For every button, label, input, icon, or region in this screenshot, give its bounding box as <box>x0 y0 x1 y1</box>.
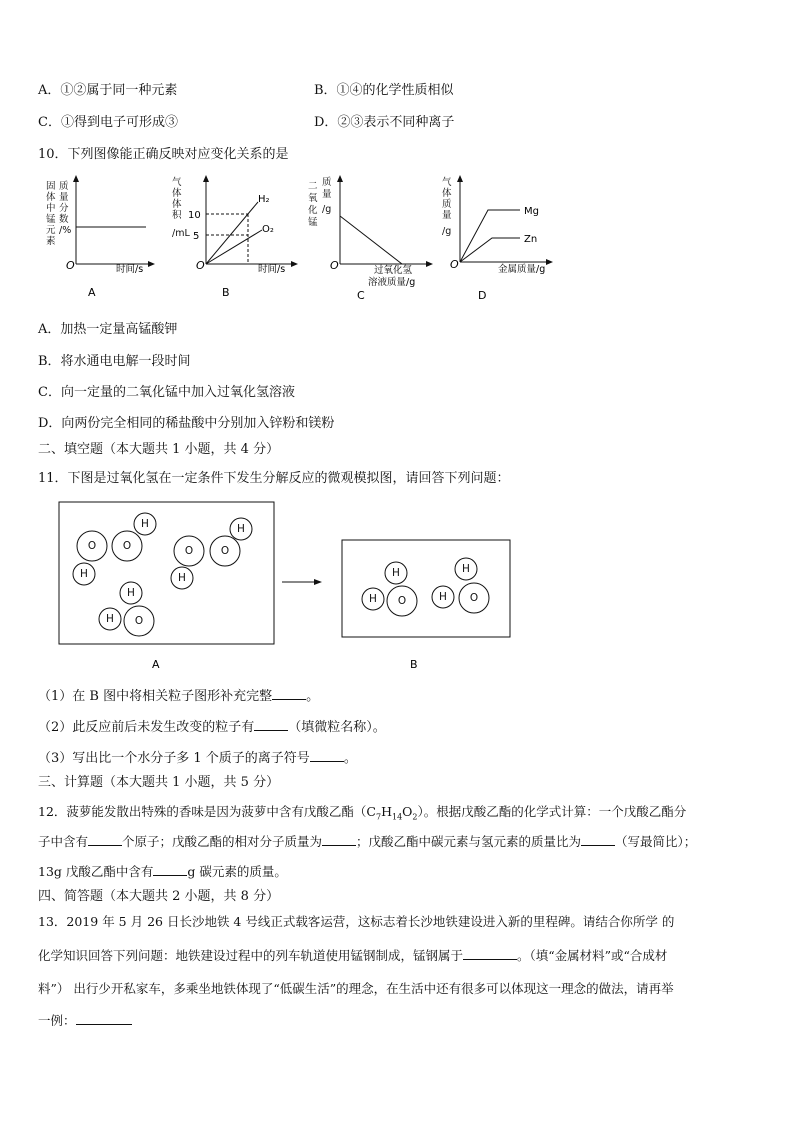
section-3-heading: 三、计算题（本大题共 1 小题，共 5 分） <box>38 775 280 790</box>
graph-c <box>302 172 442 302</box>
graph-d-ylabel-4: /g <box>442 226 452 237</box>
graph-a-ylabel2-4: /% <box>59 225 72 236</box>
h-label: H <box>392 567 400 579</box>
section-2-heading: 二、填空题（本大题共 1 小题，共 4 分） <box>38 442 280 457</box>
o-label: O <box>184 545 194 557</box>
graph-a-ylabel-0: 固 <box>46 181 56 192</box>
answer-blank[interactable] <box>76 1012 132 1025</box>
o-label: O <box>469 592 479 604</box>
graph-b-xlabel: 时间/s <box>258 264 286 275</box>
graph-a-ylabel2-1: 量 <box>59 192 69 203</box>
o-label: O <box>122 540 132 552</box>
graph-a-ylabel-5: 素 <box>46 236 56 247</box>
o-label: O <box>220 545 230 557</box>
graph-b-ylabel-3: 积 <box>172 210 182 221</box>
graph-d-origin: O <box>450 258 459 271</box>
h-label: H <box>127 587 135 599</box>
graph-d-label-zn: Zn <box>524 234 538 245</box>
h-label: H <box>106 613 114 625</box>
graph-a-ylabel-1: 体 <box>46 192 56 203</box>
q12-line2: 子中含有 个原子；戊酸乙酯的相对分子质量为 ；戊酸乙酯中碳元素与氢元素的质量比为 （写最简比）； <box>38 834 697 849</box>
answer-blank[interactable] <box>310 749 344 762</box>
h-label: H <box>141 518 149 530</box>
graph-a-ylabel-3: 锰 <box>46 214 56 225</box>
q13-line3: 料”） 出行少开私家车，多乘坐地铁体现了“低碳生活”的理念，在生活中还有很多可以体现这一理念的做法，请再举 <box>38 981 674 996</box>
answer-blank[interactable] <box>272 687 306 700</box>
answer-blank[interactable] <box>322 833 356 846</box>
graph-d-line-zn <box>460 238 520 262</box>
graph-c-line <box>340 216 402 264</box>
caption-a: A <box>152 658 160 671</box>
graph-b-label-o2: O₂ <box>262 224 274 235</box>
graph-c-ylabel-1: 氧 <box>308 193 318 204</box>
graph-a-ylabel2-0: 质 <box>59 181 69 192</box>
graph-a-ylabel2-2: 分 <box>59 203 69 214</box>
o-label: O <box>87 540 97 552</box>
graph-b-origin: O <box>196 259 205 272</box>
graph-c-ylabel2-1: 量 <box>322 189 332 200</box>
q13-line1: 13．2019 年 5 月 26 日长沙地铁 4 号线正式载客运营，这标志着长沙地铁建设进入新的里程碑。请结合你所学 的 <box>38 914 675 929</box>
graph-b-x-arrow <box>291 261 298 267</box>
graph-b-ylabel-1: 体 <box>172 188 182 199</box>
graph-b-tick-10: 10 <box>188 210 201 221</box>
graph-d-xlabel: 金属质量/g <box>498 264 546 275</box>
graph-a-y-arrow <box>73 175 79 182</box>
reaction-arrowhead <box>314 579 322 585</box>
q12-line1: 12．菠萝能发散出特殊的香味是因为菠萝中含有戊酸乙酯$(C_7H_{14}O_2)$。根据戊酸乙酯的化学式计算：一个戊酸乙酯分 <box>38 804 687 822</box>
q9-option-c: C．①得到电子可形成③ <box>38 115 178 130</box>
q10-option-a: A．加热一定量高锰酸钾 <box>38 322 178 337</box>
o-label: O <box>134 615 144 627</box>
q10-option-c: C．向一定量的二氧化锰中加入过氧化氢溶液 <box>38 385 295 400</box>
answer-blank[interactable] <box>88 833 122 846</box>
o-label: O <box>397 595 407 607</box>
graph-b-ylabel-2: 体 <box>172 199 182 210</box>
section-4-heading: 四、简答题（本大题共 2 小题，共 8 分） <box>38 889 280 904</box>
graph-b-label-h2: H₂ <box>258 194 270 205</box>
graph-c-origin: O <box>330 259 339 272</box>
q11-sub2: （2）此反应前后未发生改变的粒子有 （填微粒名称）。 <box>38 720 386 735</box>
graph-b-y-arrow <box>203 175 209 182</box>
graph-a-ylabel-2: 中 <box>46 203 56 214</box>
q9-option-d: D．②③表示不同种离子 <box>314 115 455 130</box>
graph-d-label-mg: Mg <box>524 206 539 217</box>
graph-a <box>40 172 160 302</box>
graph-b-tick-5: 5 <box>193 231 200 242</box>
graph-c-ylabel-0: 二 <box>308 181 318 192</box>
graph-d-caption: D <box>478 289 487 302</box>
q10-option-d: D．向两份完全相同的稀盐酸中分别加入锌粉和镁粉 <box>38 416 335 431</box>
q10-stem: 10．下列图像能正确反映对应变化关系的是 <box>38 147 289 162</box>
graph-b-ylabel-4: /mL <box>172 228 190 239</box>
answer-blank[interactable] <box>153 863 187 876</box>
h-label: H <box>178 572 186 584</box>
graph-c-xlabel: 过氧化氢 <box>374 265 413 276</box>
graph-d-x-arrow <box>546 259 553 265</box>
q13-line4: 一例： <box>38 1012 132 1030</box>
graph-b-line-h2 <box>206 202 258 264</box>
graph-c-ylabel-3: 锰 <box>308 217 318 228</box>
answer-blank[interactable] <box>254 718 288 731</box>
graph-d <box>432 172 572 302</box>
graph-c-y-arrow <box>337 175 343 182</box>
graph-c-ylabel2-2: /g <box>322 204 332 215</box>
q11-sub3: （3）写出比一个水分子多 1 个质子的离子符号 。 <box>38 751 357 766</box>
graph-b <box>170 172 310 302</box>
q11-stem: 11．下图是过氧化氢在一定条件下发生分解反应的微观模拟图，请回答下列问题： <box>38 471 510 486</box>
graph-b-ylabel-0: 气 <box>172 177 182 188</box>
graph-a-ylabel2-3: 数 <box>59 214 69 225</box>
h-label: H <box>439 591 447 603</box>
caption-b: B <box>410 658 418 671</box>
graph-a-ylabel-4: 元 <box>46 225 56 236</box>
q9-option-b: B．①④的化学性质相似 <box>314 83 454 98</box>
graph-c-caption: C <box>357 289 365 302</box>
graph-d-line-mg <box>460 210 520 262</box>
q13-line2: 化学知识回答下列问题：地铁建设过程中的列车轨道使用锰钢制成，锰钢属于 。（填“金属材料”或“合成材 <box>38 948 668 963</box>
graph-d-ylabel-2: 质 <box>442 199 452 210</box>
h-label: H <box>462 563 470 575</box>
graph-c-ylabel2-0: 质 <box>322 177 332 188</box>
graph-c-ylabel-2: 化 <box>308 205 318 216</box>
graph-a-caption: A <box>88 286 96 299</box>
graph-a-xlabel: 时间/s <box>116 264 144 275</box>
q9-option-a: A．①②属于同一种元素 <box>38 83 178 98</box>
q11-sub1: （1）在 B 图中将相关粒子图形补充完整 。 <box>38 689 320 704</box>
h-label: H <box>80 568 88 580</box>
q10-option-b: B．将水通电电解一段时间 <box>38 354 191 369</box>
h-label: H <box>237 523 245 535</box>
graph-b-caption: B <box>222 286 230 299</box>
answer-blank[interactable] <box>581 833 615 846</box>
molecule-diagram <box>50 496 530 676</box>
graph-a-x-arrow <box>148 261 155 267</box>
q12-line3: 13g 戊酸乙酯中含有 g 碳元素的质量。 <box>38 864 287 879</box>
graph-d-ylabel-1: 体 <box>442 188 452 199</box>
graph-d-y-arrow <box>457 175 463 182</box>
graph-d-ylabel-0: 气 <box>442 177 452 188</box>
graph-c-xlabel2: 溶液质量/g <box>368 277 416 288</box>
graph-d-ylabel-3: 量 <box>442 210 452 221</box>
answer-blank[interactable] <box>463 947 517 960</box>
h-label: H <box>369 593 377 605</box>
graph-a-origin: O <box>66 259 75 272</box>
